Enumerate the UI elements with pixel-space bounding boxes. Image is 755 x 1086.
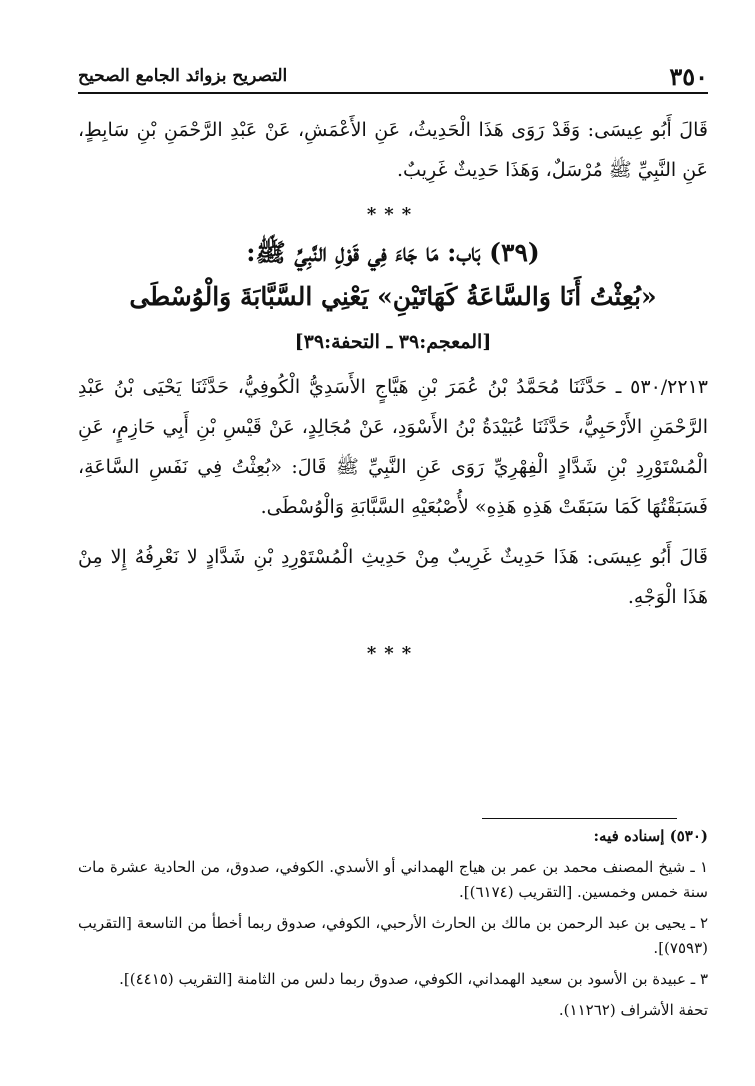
page-content bbox=[78, 62, 708, 664]
book-title: التصريح بزوائد الجامع الصحيح bbox=[78, 66, 288, 86]
footnote-tuhfa: تحفة الأشراف (١١٢٦٢). bbox=[558, 1001, 708, 1019]
footnote-item: ١ ـ شيخ المصنف محمد بن عمر بن هياج الهمداني أو الأسدي. الكوفي، صدوق، من الحادية عشرة مات سنة خمس وخمسين. [التقريب (٦١٧٤)]. bbox=[78, 858, 708, 901]
chapter-reference: [المعجم:٣٩ ـ التحفة:٣٩] bbox=[294, 331, 492, 353]
chapter-heading-line1: (٣٩) بَاب: مَا جَاءَ فِي قَوْلِ النَّبِيِّ ﷺ: bbox=[246, 238, 540, 267]
section-separator-end: *** bbox=[366, 643, 420, 664]
chapter-heading-line2: «بُعِثْتُ أَنَا وَالسَّاعَةُ كَهَاتَيْنِ» يَعْنِي السَّبَّابَةَ وَالْوُسْطَى bbox=[129, 282, 657, 311]
abu-isa-comment-2: قَالَ أَبُو عِيسَى: هَذَا حَدِيثٌ غَرِيبٌ مِنْ حَدِيثِ الْمُسْتَوْرِدِ بْنِ شَدَّادٍ لا نَعْرِفُهُ إِلا مِنْ هَذَا الْوَجْهِ. bbox=[78, 546, 708, 608]
section-separator: *** bbox=[366, 204, 420, 225]
abu-isa-comment-1: قَالَ أَبُو عِيسَى: وَقَدْ رَوَى هَذَا الْحَدِيثُ، عَنِ الأَعْمَشِ، عَنْ عَبْدِ الرَّحْمَنِ بْنِ سَابِطٍ، عَنِ النَّبِيِّ ﷺ مُرْسَلٌ، وَهَذَا حَدِيثٌ غَرِيبٌ. bbox=[78, 119, 708, 181]
page-number: ٣٥٠ bbox=[669, 62, 708, 91]
footnote-item: ٣ ـ عبيدة بن الأسود بن سعيد الهمداني، الكوفي، صدوق ربما دلس من الثامنة [التقريب (٤٤١٥)]. bbox=[119, 970, 708, 988]
footnote-heading: (٥٣٠) إسناده فيه: bbox=[593, 827, 708, 845]
footnote-divider bbox=[482, 818, 677, 819]
footnotes bbox=[78, 824, 708, 1029]
running-header bbox=[78, 62, 708, 94]
hadith-text: ٥٣٠/٢٢١٣ ـ حَدَّثَنَا مُحَمَّدُ بْنُ عُمَرَ بْنِ هَيَّاجٍ الأَسَدِيُّ الْكُوفِيُّ، حَدَّثَنَا يَحْيَى بْنُ عَبْدِ الرَّحْمَنِ الأَرْحَبِيُّ، حَدَّثَنَا عُبَيْدَةُ بْنُ الأَسْوَدِ، عَنْ مُجَالِدٍ، عَنْ قَيْسِ بْنِ أَبِي حَازِمٍ، عَنِ الْمُسْتَوْرِدِ بْنِ شَدَّادٍ الْفِهْرِيِّ رَوَى عَنِ النَّبِيِّ ﷺ قَالَ: «بُعِثْتُ فِي نَفَسِ السَّاعَةِ، فَسَبَقْتُهَا كَمَا سَبَقَتْ هَذِهِ هَذِهِ» لأُصْبُعَيْهِ السَّبَّابَةِ وَالْوُسْطَى. bbox=[78, 376, 708, 518]
footnote-item: ٢ ـ يحيى بن عبد الرحمن بن مالك بن الحارث الأرحبي، الكوفي، صدوق ربما أخطأ من التاسعة [التقريب (٧٥٩٣)]. bbox=[78, 914, 708, 957]
